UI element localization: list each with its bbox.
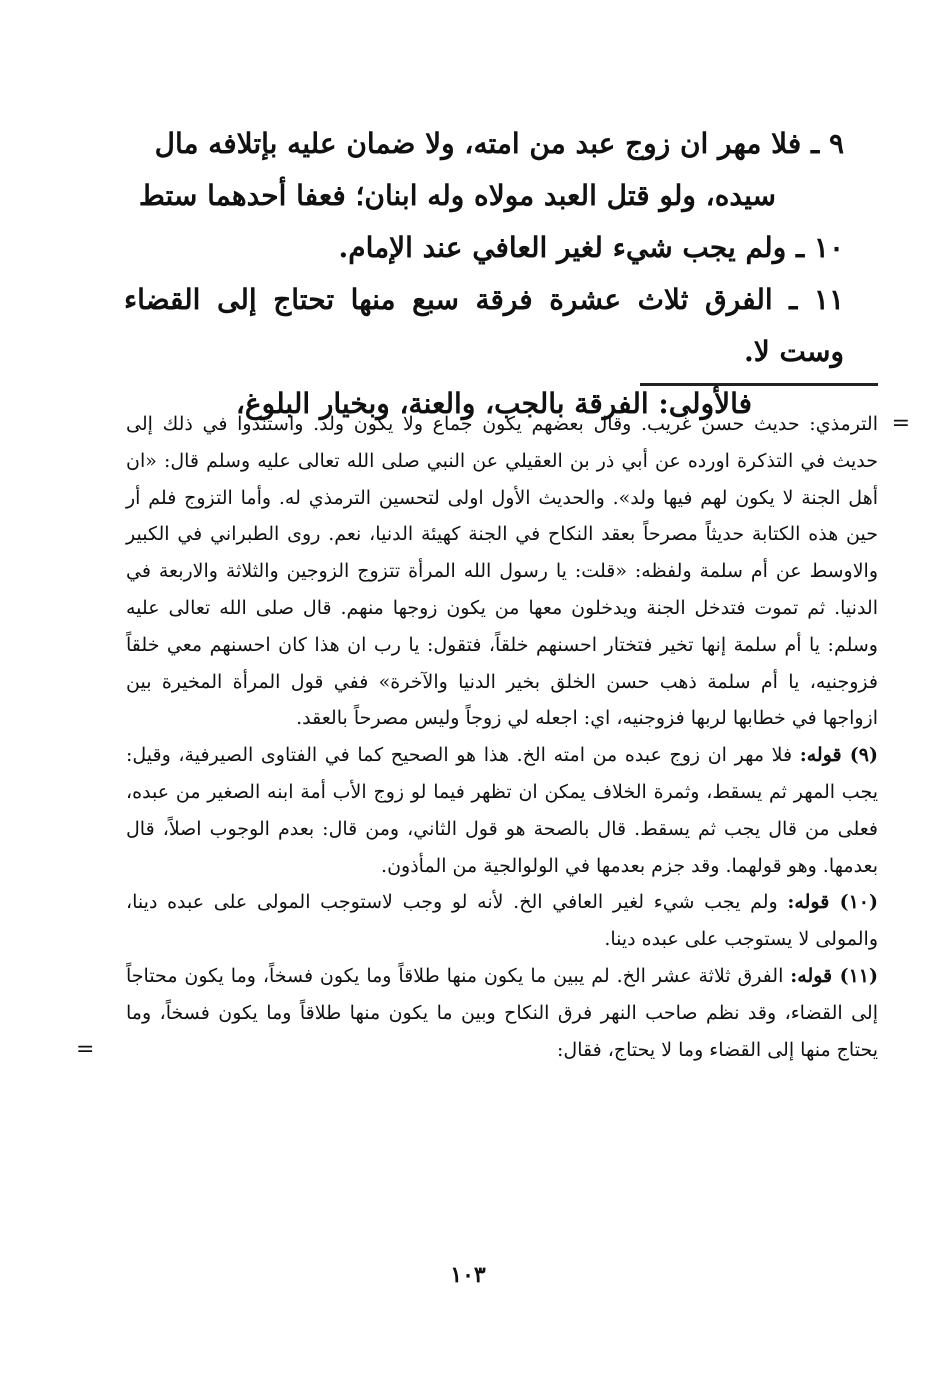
page-number: ١٠٣ — [450, 1262, 486, 1288]
note-10-text: ولم يجب شيء لغير العافي الخ. لأنه لو وجب لاستوجب المولى على عبده دينا، والمولى لا يستوجب على عبده دينا. — [126, 891, 878, 951]
note-11-label: (١١) قوله: — [790, 964, 879, 987]
item-9-line-1: ٩ ـ فلا مهر ان زوج عبد من امته، ولا ضمان عليه بإتلافه مال — [154, 127, 844, 160]
item-9-line-2: سيده، ولو قتل العبد مولاه وله ابنان؛ فعفا أحدهما ستط — [138, 179, 776, 212]
note-9-text: فلا مهر ان زوج عبده من امته الخ. هذا هو الصحيح كما في الفتاوى الصيرفية، وقيل: يجب المهر ثم يسقط، وثمرة الخلاف يمكن ان تظهر فيما لو زوج الأب أمة ابنه الصغير من عبده، فعلى من قال يجب ثم يسقط. قال بالصحة هو قول الثاني، ومن قال: بعدم الوجوب اصلاً، قال بعدمها. وهو قولهما. وقد جزم بعدمها في الولوالجية من المأذون. — [126, 744, 878, 877]
footnotes — [76, 406, 910, 1068]
note-paragraph-1: الترمذي: حديث حسن غريب. وقال بعضهم يكون جماع ولا يكون ولد. واستندوا في ذلك إلى حديث في التذكرة اورده عن أبي ذر بن العقيلي عن النبي صلى الله تعالى عليه وسلم قال: «ان أهل الجنة لا يكون لهم فيها ولد». والحديث الأول اولى لتحسين الترمذي له. وأما التزوج فلم أر حين هذه الكتابة حديثاً مصرحاً بعقد النكاح في الجنة كهيئة الدنيا، نعم. روى الطبراني في الكبير والاوسط عن أم سلمة ولفظه: «قلت: يا رسول الله المرأة تتزوج الزوجين والثلاثة والاربعة في الدنيا. ثم تموت فتدخل الجنة ويدخلون معها من يكون زوجها منهم. قال صلى الله تعالى عليه وسلم: يا أم سلمة إنها تخير فتختار احسنهم خلقاً، فتقول: يا رب ان هذا كان احسنهم معي خلقاً فزوجنيه، يا أم سلمة ذهب حسن الخلق بخير الدنيا والآخرة» ففي قول المرأة المخيرة بين ازواجها في خطابها لربها فزوجنيه، اي: اجعله لي زوجاً وليس مصرحاً بالعقد. — [126, 413, 878, 730]
note-paragraph-4 — [76, 958, 879, 1068]
item-11: ١١ ـ الفرق ثلاث عشرة فرقة سبع منها تحتاج إلى القضاء وست لا. — [124, 283, 844, 368]
note-paragraph-3 — [126, 884, 878, 958]
item-11-continuation: فالأولى: الفرقة بالجب، والعنة، وبخيار البلوغ، — [235, 387, 752, 420]
item-10: ١٠ ـ ولم يجب شيء لغير العافي عند الإمام. — [338, 231, 844, 264]
note-10-label: (١٠) قوله: — [787, 891, 878, 914]
continuation-mark: = — [891, 411, 910, 436]
footnote-separator — [640, 383, 878, 386]
note-9-label: (٩) قوله: — [799, 744, 879, 767]
note-11-text: الفرق ثلاثة عشر الخ. لم يبين ما يكون منها طلاقاً وما يكون فسخاً، وما يكون محتاجاً إلى القضاء، وقد نظم صاحب النهر فرق النكاح وبين ما يكون منها طلاقاً وما يكون فسخاً، وما يحتاج منها إلى القضاء وما لا يحتاج، فقال: — [126, 964, 878, 1061]
note-paragraph-2 — [126, 737, 878, 884]
end-continuation-mark: = — [76, 1036, 95, 1062]
